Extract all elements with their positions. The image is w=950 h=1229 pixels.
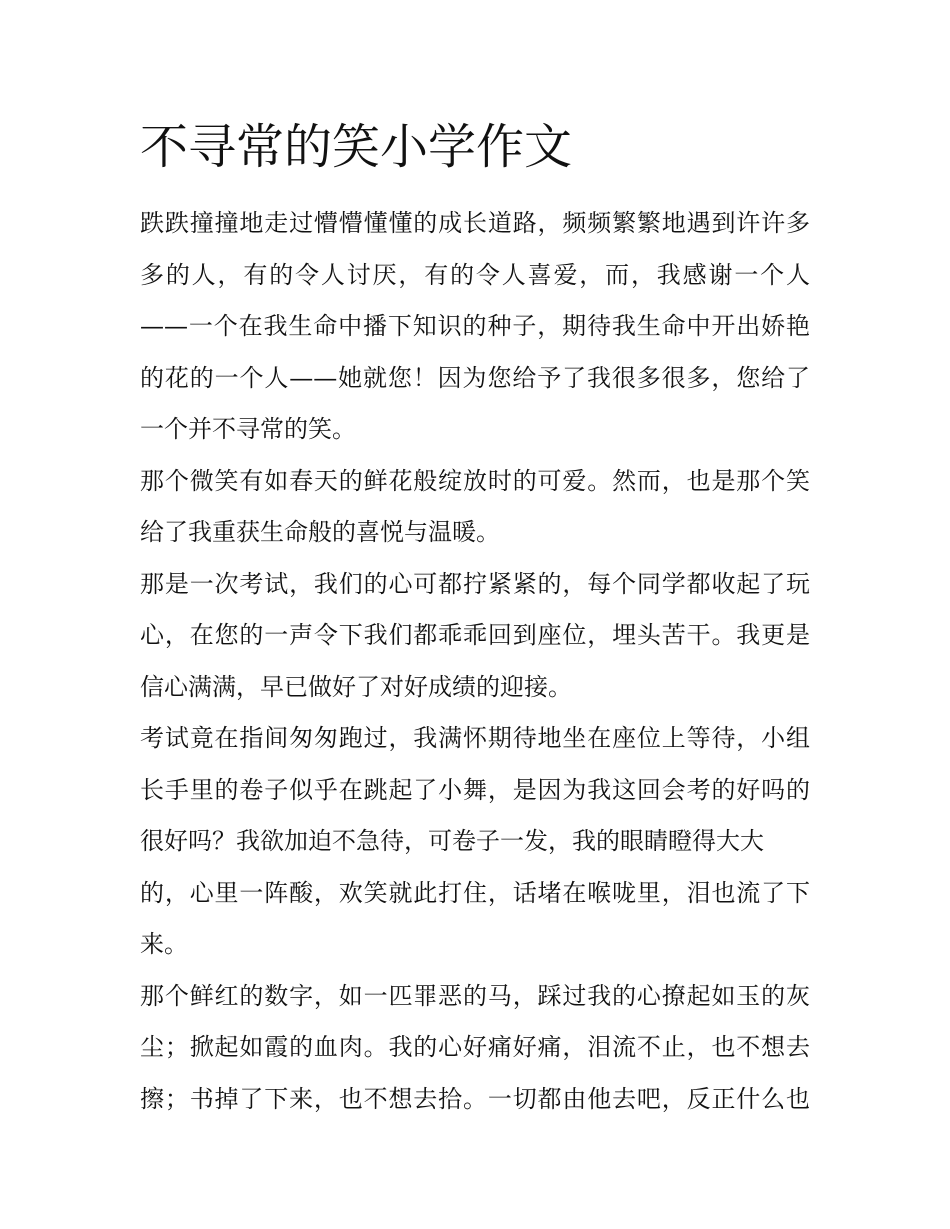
text-line: 很好吗？我欲加迫不急待，可卷子一发，我的眼睛瞪得大大 — [140, 827, 764, 855]
text-line: 擦；书掉了下来，也不想去拾。一切都由他去吧，反正什么也 — [140, 1084, 810, 1113]
document-title: 不寻常的笑小学作文 — [140, 119, 573, 175]
text-line: 多的人，有的令人讨厌，有的令人喜爱，而，我感谢一个人 — [140, 260, 810, 289]
text-line: 考试竟在指间匆匆跑过，我满怀期待地坐在座位上等待，小组 — [140, 724, 810, 752]
text-line: 长手里的卷子似乎在跳起了小舞，是因为我这回会考的好吗的 — [140, 775, 810, 804]
text-line: 那个鲜红的数字，如一匹罪恶的马，踩过我的心撩起如玉的灰 — [140, 981, 810, 1010]
text-line: ——一个在我生命中播下知识的种子，期待我生命中开出娇艳 — [140, 312, 810, 340]
text-line: 那是一次考试，我们的心可都拧紧紧的，每个同学都收起了玩 — [140, 569, 810, 598]
text-line: 给了我重获生命般的喜悦与温暖。 — [140, 518, 500, 546]
text-line: 一个并不寻常的笑。 — [140, 415, 356, 443]
text-line: 那个微笑有如春天的鲜花般绽放时的可爱。然而，也是那个笑 — [140, 466, 810, 495]
text-line: 信心满满，早已做好了对好成绩的迎接。 — [140, 672, 572, 701]
text-line: 的花的一个人——她就您！因为您给予了我很多很多，您给了 — [140, 363, 810, 392]
text-line: 跌跌撞撞地走过懵懵懂懂的成长道路，频频繁繁地遇到许许多 — [140, 209, 810, 237]
text-line: 来。 — [140, 930, 188, 958]
text-line: 心，在您的一声令下我们都乖乖回到座位，埋头苦干。我更是 — [140, 621, 810, 649]
text-line: 的，心里一阵酸，欢笑就此打住，话堵在喉咙里，泪也流了下 — [140, 878, 810, 907]
document-body — [140, 198, 810, 1125]
text-line: 尘；掀起如霞的血肉。我的心好痛好痛，泪流不止，也不想去 — [140, 1033, 810, 1061]
